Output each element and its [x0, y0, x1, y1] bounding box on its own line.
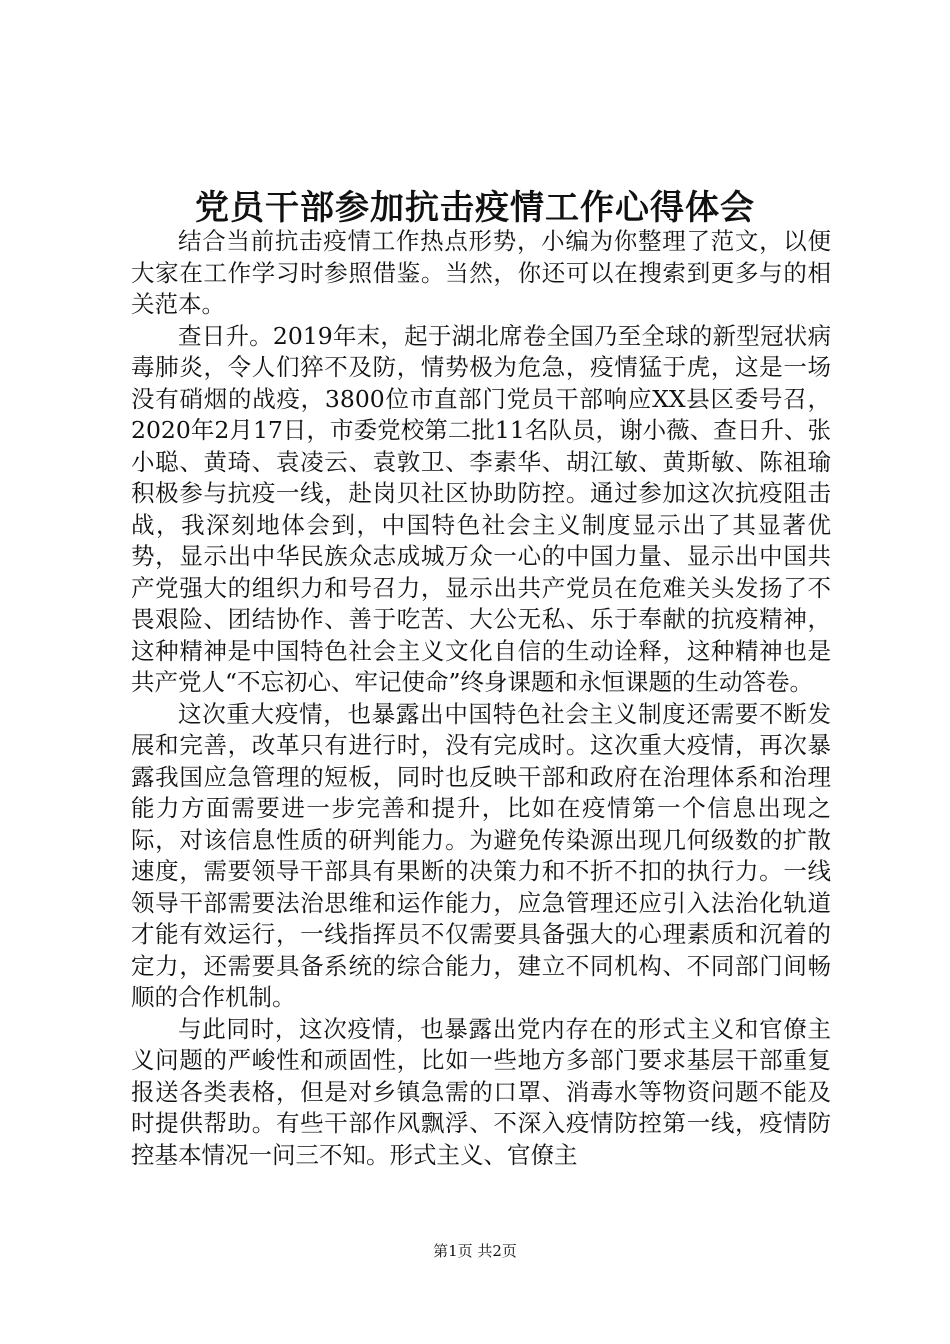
paragraph-intro: 结合当前抗击疫情工作热点形势，小编为你整理了范文，以便大家在工作学习时参照借鉴。当然，你还可以在搜索到更多与的相关范本。 [131, 227, 831, 318]
document-body [131, 226, 831, 1171]
page-number-footer: 第1页 共2页 [433, 1242, 517, 1260]
paragraph-experience: 查日升。2019年末，起于湖北席卷全国乃至全球的新型冠状病毒肺炎，令人们猝不及防，情势极为危急，疫情猛于虎，这是一场没有硝烟的战疫，3800位市直部门党员干部响应XX县区委号召，2020年2月17日，市委党校第二批11名队员，谢小薇、查日升、张小聪、黄琦、袁凌云、袁敦卫、李素华、胡江敏、黄斯敏、陈祖瑜积极参与抗疫一线，赴岗贝社区协助防控。通过参加这次抗疫阻击战，我深刻地体会到，中国特色社会主义制度显示出了其显著优势，显示出中华民族众志成城万众一心的中国力量、显示出中国共产党强大的组织力和号召力，显示出共产党员在危难关头发扬了不畏艰险、团结协作、善于吃苦、大公无私、乐于奉献的抗疫精神，这种精神是中国特色社会主义文化自信的生动诠释，这种精神也是共产党人“不忘初心、牢记使命”终身课题和永恒课题的生动答卷。 [131, 321, 831, 696]
document-title: 党员干部参加抗击疫情工作心得体会 [195, 188, 755, 228]
paragraph-shortcomings: 这次重大疫情，也暴露出中国特色社会主义制度还需要不断发展和完善，改革只有进行时，没有完成时。这次重大疫情，再次暴露我国应急管理的短板，同时也反映干部和政府在治理体系和治理能力方面需要进一步完善和提升，比如在疫情第一个信息出现之际，对该信息性质的研判能力。为避免传染源出现几何级数的扩散速度，需要领导干部具有果断的决策力和不折不扣的执行力。一线领导干部需要法治思维和运作能力，应急管理还应引入法治化轨道才能有效运行，一线指挥员不仅需要具备强大的心理素质和沉着的定力，还需要具备系统的综合能力，建立不同机构、不同部门间畅顺的合作机制。 [131, 699, 831, 1011]
paragraph-formalism: 与此同时，这次疫情，也暴露出党内存在的形式主义和官僚主义问题的严峻性和顽固性，比如一些地方多部门要求基层干部重复报送各类表格，但是对乡镇急需的口罩、消毒水等物资问题不能及时提供帮助。有些干部作风飘浮、不深入疫情防控第一线，疫情防控基本情况一问三不知。形式主义、官僚主 [131, 1014, 831, 1169]
